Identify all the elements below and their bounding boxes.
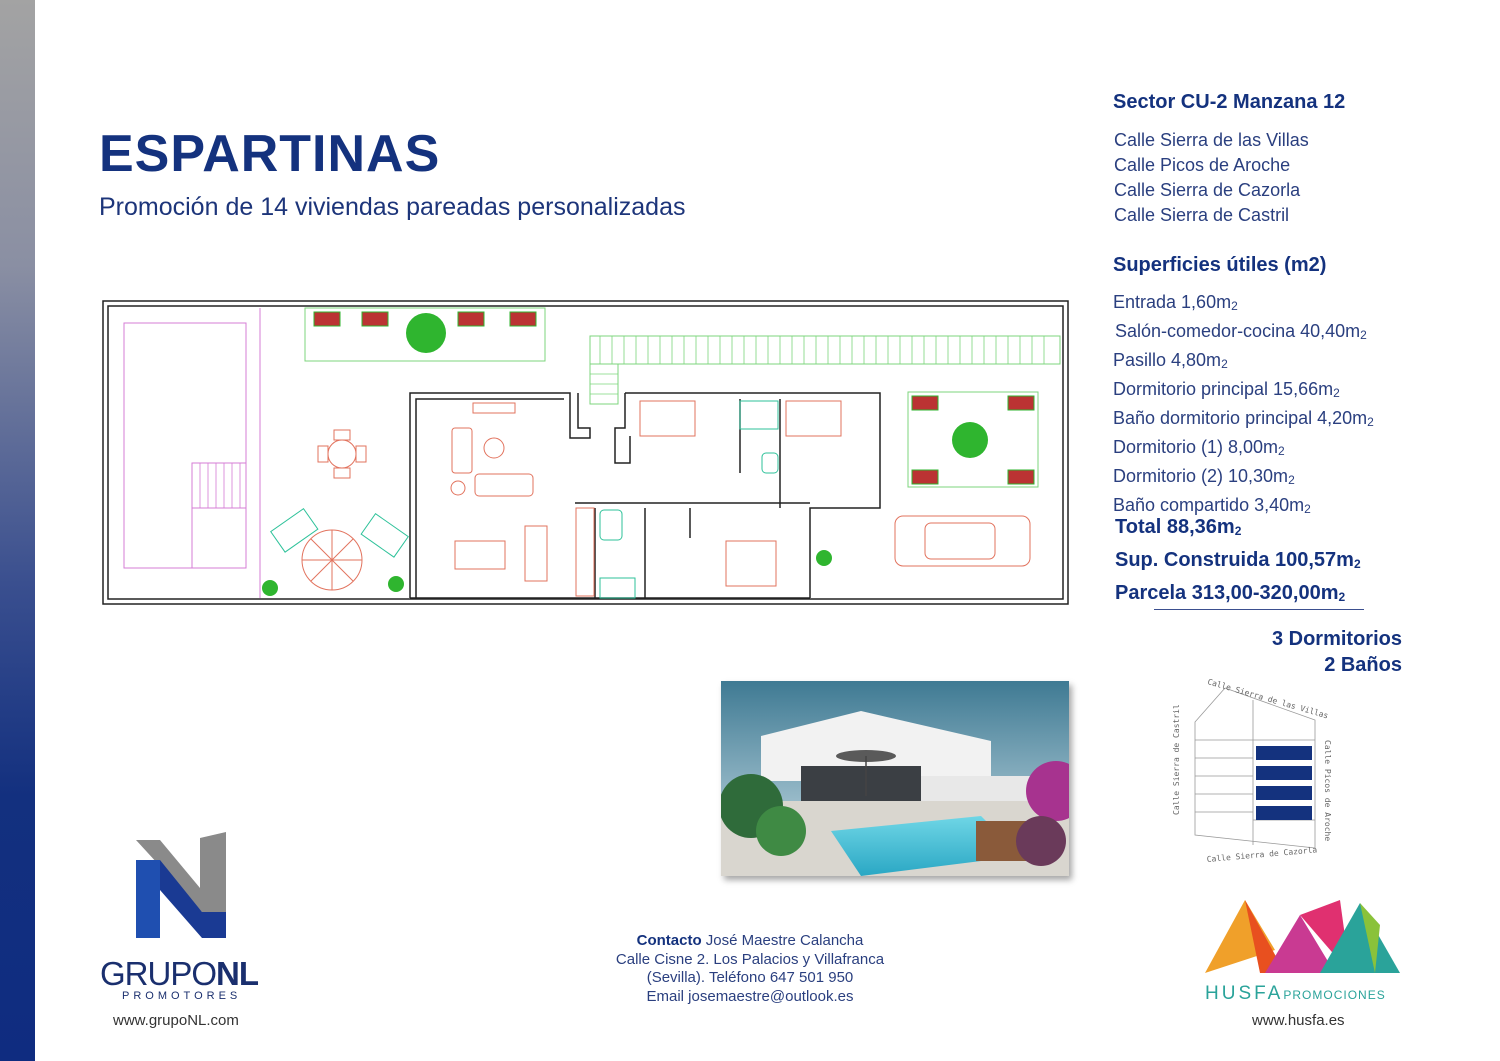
husfa-website-link[interactable]: www.husfa.es: [1252, 1012, 1345, 1029]
grupo-nl-tagline: PROMOTORES: [122, 990, 242, 1002]
husfa-wordmark: HUSFAPROMOCIONES: [1205, 983, 1386, 1004]
bathrooms-count: 2 Baños: [1324, 654, 1402, 676]
surfaces-heading: Superficies útiles (m2): [1113, 254, 1327, 276]
grupo-nl-logo: [100, 830, 270, 1015]
contact-address-line-1: Calle Cisne 2. Los Palacios y Villafranca: [615, 950, 885, 968]
street-item: Calle Picos de Aroche: [1114, 155, 1291, 175]
house-render-image: [721, 681, 1069, 876]
page-title: ESPARTINAS: [99, 125, 441, 183]
contact-address-line-2: (Sevilla). Teléfono 647 501 950: [646, 969, 854, 986]
area-item: Dormitorio (1) $8,00m_2$: [1113, 437, 1285, 458]
plot-area-item: Parcela $313,00-320,00m_2$: [1115, 582, 1346, 604]
bedrooms-count: 3 Dormitorios: [1271, 628, 1402, 650]
built-area-item: Sup. Construida $100,57m_2$: [1115, 549, 1361, 571]
area-item: Pasillo $4,80m_2$: [1113, 350, 1228, 371]
location-map: [1165, 670, 1345, 870]
grupo-nl-website-link[interactable]: www.grupoNL.com: [113, 1012, 239, 1029]
contact-block: [560, 932, 940, 1006]
side-gradient-bar: [0, 0, 35, 1061]
total-item: Total $88,36m_2$: [1115, 516, 1242, 538]
area-item: Entrada $1,60m_2$: [1113, 292, 1238, 313]
map-label-bottom: Calle Sierra de Cazorla: [1206, 845, 1318, 864]
street-item: Calle Sierra de las Villas: [1114, 130, 1309, 150]
sector-heading: Sector CU-2 Manzana 12: [1113, 91, 1346, 113]
map-label-right: Calle Picos de Aroche: [1323, 740, 1332, 842]
floor-plan: [100, 298, 1072, 608]
area-item: Salón-comedor-cocina $40,40m_2$: [1115, 321, 1367, 342]
area-item: Dormitorio (2) $10,30m_2$: [1113, 466, 1295, 487]
area-item: Baño dormitorio principal $4,20m_2$: [1113, 408, 1374, 429]
husfa-logo-icon: [1200, 895, 1405, 980]
totals-list: [1115, 513, 1361, 612]
street-item: Calle Sierra de Castril: [1114, 205, 1290, 225]
map-label-left: Calle Sierra de Castril: [1172, 704, 1181, 815]
page-subtitle: Promoción de 14 viviendas pareadas personalizadas: [99, 193, 686, 221]
map-label-top: Calle Sierra de las Villas: [1206, 677, 1330, 721]
contact-email[interactable]: Email josemaestre@outlook.es: [646, 987, 854, 1005]
area-item: Baño compartido $3,40m_2$: [1113, 495, 1311, 516]
street-item: Calle Sierra de Cazorla: [1114, 180, 1301, 200]
area-list: [1113, 290, 1374, 522]
divider-line: [1154, 609, 1364, 610]
contact-name: José Maestre Calancha: [705, 932, 864, 949]
grupo-nl-wordmark: GRUPONL: [100, 955, 259, 992]
area-item: Dormitorio principal $15,66m_2$: [1113, 379, 1340, 400]
street-list: [1114, 128, 1309, 228]
contact-label: Contacto: [636, 932, 702, 949]
